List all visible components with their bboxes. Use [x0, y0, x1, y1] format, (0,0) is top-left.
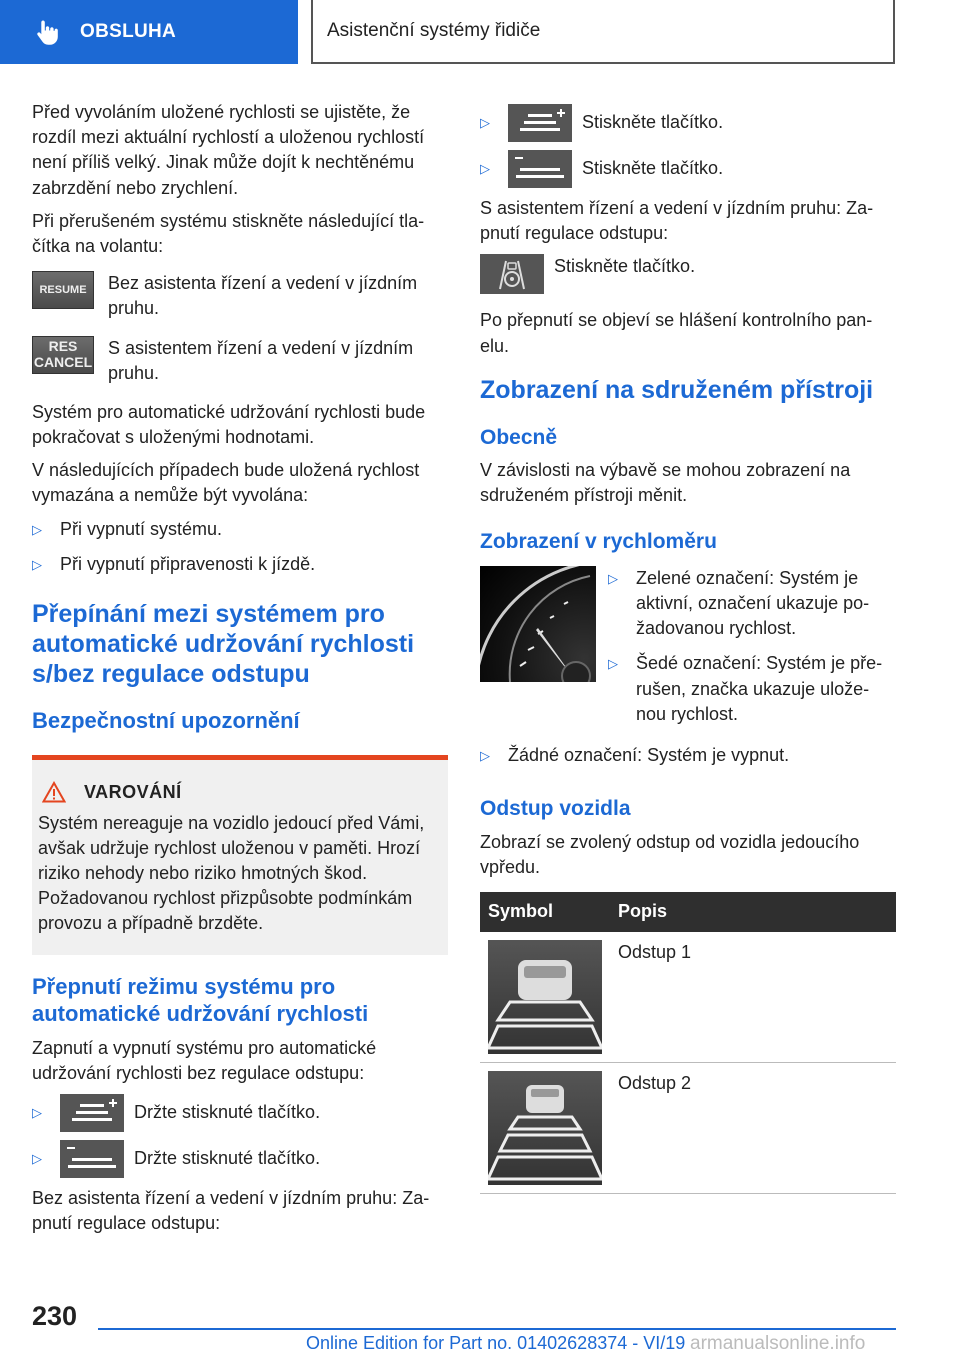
warning-title	[38, 780, 442, 805]
paragraph: Zapnutí a vypnutí systému pro automatické udržování rychlosti bez regulace odstupu:	[32, 1037, 377, 1083]
table-cell: Odstup 1	[610, 932, 896, 1063]
cancel-label: CANCEL	[33, 353, 93, 370]
resume-description: Bez asistenta řízení a vedení v jízdním pruhu.	[108, 273, 418, 319]
paragraph: Zobrazí se zvolený odstup od vozidla jedoucího vpředu.	[480, 831, 860, 877]
triangle-bullet-icon: ▷	[32, 1150, 42, 1166]
right-column	[480, 104, 896, 1194]
control-row	[32, 1094, 448, 1132]
table-cell: Odstup 2	[610, 1062, 896, 1193]
paragraph: Před vyvoláním uložené rychlosti se ujistěte, že rozdíl mezi aktuální rychlostí a uloženou rychlostí není příliš velký. Jinak může dojít k nechtěnému zabrzdění nebo zrychlení.	[32, 102, 425, 198]
subsection-heading: Obecně	[480, 425, 558, 449]
paragraph: Systém pro automatické udržování rychlosti bude pokračovat s uloženými hodnotami.	[32, 401, 426, 448]
resume-button-row	[32, 271, 448, 321]
warning-box	[32, 755, 448, 955]
control-text: Stiskněte tlačítko.	[582, 158, 724, 179]
distance-1-image	[488, 940, 602, 1054]
triangle-bullet-icon: ▷	[32, 1104, 42, 1120]
control-text: Stiskněte tlačítko.	[582, 112, 724, 133]
table-cell	[480, 1062, 610, 1193]
control-row	[480, 150, 896, 188]
bullet-text: Zelené označení: Systém je aktivní, označení ukazuje po-žadovanou rychlost.	[636, 567, 870, 639]
assist-description: Stiskněte tlačítko.	[554, 256, 696, 277]
distance-lines-icon	[64, 1098, 120, 1128]
section-heading: Zobrazení na sdruženém přístroji	[480, 375, 874, 404]
subsection-heading: Odstup vozidla	[480, 797, 631, 821]
bullet-text: Žádné označení: Systém je vypnut.	[508, 745, 790, 766]
warning-triangle-icon	[42, 781, 66, 803]
distance-table	[480, 892, 896, 1194]
speedometer-block	[480, 566, 896, 737]
list-item	[608, 651, 896, 727]
triangle-bullet-icon: ▷	[608, 656, 618, 672]
triangle-bullet-icon: ▷	[480, 748, 490, 764]
section-tab	[0, 0, 298, 64]
section-heading: Přepínání mezi systémem pro automatické udržování rychlosti s/bez regulace odstupu	[32, 600, 415, 688]
bullet-text: Při vypnutí systému.	[60, 518, 223, 539]
control-row	[480, 104, 896, 142]
section-label: OBSLUHA	[80, 20, 177, 42]
triangle-bullet-icon: ▷	[32, 556, 42, 572]
table-row	[480, 932, 896, 1063]
paragraph: Po přepnutí se objeví se hlášení kontrolního pan-elu.	[480, 310, 873, 356]
control-row	[32, 1140, 448, 1178]
table-header-row	[480, 892, 896, 932]
distance-lines-icon	[64, 1144, 120, 1174]
distance-lines-icon	[512, 154, 568, 184]
speedometer-list	[608, 566, 896, 737]
paragraph: V následujících případech bude uložená rychlost vymazána a nemůže být vyvolána:	[32, 460, 420, 506]
list-item	[32, 517, 448, 542]
speedometer-gauge-icon	[480, 566, 596, 682]
table-header-cell: Symbol	[480, 892, 610, 932]
hand-pointer-icon	[36, 19, 60, 45]
footer-divider	[98, 1328, 896, 1330]
triangle-bullet-icon: ▷	[480, 114, 490, 130]
page-number: 230	[32, 1301, 78, 1331]
table-header-cell: Popis	[610, 892, 896, 932]
list-item	[608, 566, 896, 642]
res-cancel-button-image	[32, 336, 94, 374]
distance-plus-button-image	[60, 1094, 124, 1132]
page-header	[0, 0, 960, 64]
watermark: armanualsonline.info	[690, 1333, 866, 1354]
control-text: Držte stisknuté tlačítko.	[134, 1102, 321, 1123]
triangle-bullet-icon: ▷	[32, 521, 42, 537]
control-text: Držte stisknuté tlačítko.	[134, 1148, 321, 1169]
resume-button-image	[32, 271, 94, 309]
res-label: RES	[48, 338, 78, 355]
paragraph: Bez asistenta řízení a vedení v jízdním pruhu: Za-pnutí regulace odstupu:	[32, 1188, 430, 1234]
distance-lines-icon	[512, 108, 568, 138]
distance-minus-button-image	[508, 150, 572, 188]
chapter-title: Asistenční systémy řidiče	[311, 0, 895, 64]
subsection-heading: Zobrazení v rychloměru	[480, 529, 717, 553]
res-cancel-description: S asistentem řízení a vedení v jízdním pruhu.	[108, 337, 414, 383]
triangle-bullet-icon: ▷	[608, 570, 618, 586]
list-item	[480, 743, 896, 768]
distance-2-image	[488, 1071, 602, 1185]
bullet-text: Při vypnutí připravenosti k jízdě.	[60, 553, 316, 574]
res-cancel-button-row	[32, 336, 448, 386]
paragraph: Při přerušeném systému stiskněte následující tla-čítka na volantu:	[32, 210, 425, 256]
table-row	[480, 1062, 896, 1193]
steering-assist-icon	[492, 257, 532, 291]
car-distance-icon	[488, 1071, 602, 1185]
paragraph: S asistentem řízení a vedení v jízdním pruhu: Za-pnutí regulace odstupu:	[480, 198, 874, 244]
subsection-heading: Bezpečnostní upozornění	[32, 708, 300, 733]
list-item	[32, 552, 448, 577]
distance-plus-button-image	[508, 104, 572, 142]
car-distance-icon	[488, 940, 602, 1054]
warning-title-text: VAROVÁNÍ	[84, 781, 182, 802]
distance-minus-button-image	[60, 1140, 124, 1178]
warning-text: Systém nereaguje na vozidlo jedoucí před Vámi, avšak udržuje rychlost uloženou v paměti. Hrozí riziko nehody nebo riziko hmotných škod. Požadovanou rychlost přizpůsobte podmínkám provozu a případně brzděte.	[38, 812, 425, 934]
table-cell	[480, 932, 610, 1063]
footer-edition: Online Edition for Part no. 01402628374 - VI/19	[306, 1333, 686, 1353]
resume-label: RESUME	[39, 284, 87, 297]
assist-button-row	[480, 254, 896, 294]
assist-button-image	[480, 254, 544, 294]
triangle-bullet-icon: ▷	[480, 160, 490, 176]
speedometer-image	[480, 566, 596, 682]
left-column	[32, 100, 448, 1244]
bullet-text: Šedé označení: Systém je pře-rušen, značka ukazuje ulože-nou rychlost.	[636, 653, 883, 724]
paragraph: V závislosti na výbavě se mohou zobrazení na sdruženém přístroji měnit.	[480, 460, 851, 506]
subsection-heading: Přepnutí režimu systému pro automatické udržování rychlosti	[32, 973, 369, 1027]
